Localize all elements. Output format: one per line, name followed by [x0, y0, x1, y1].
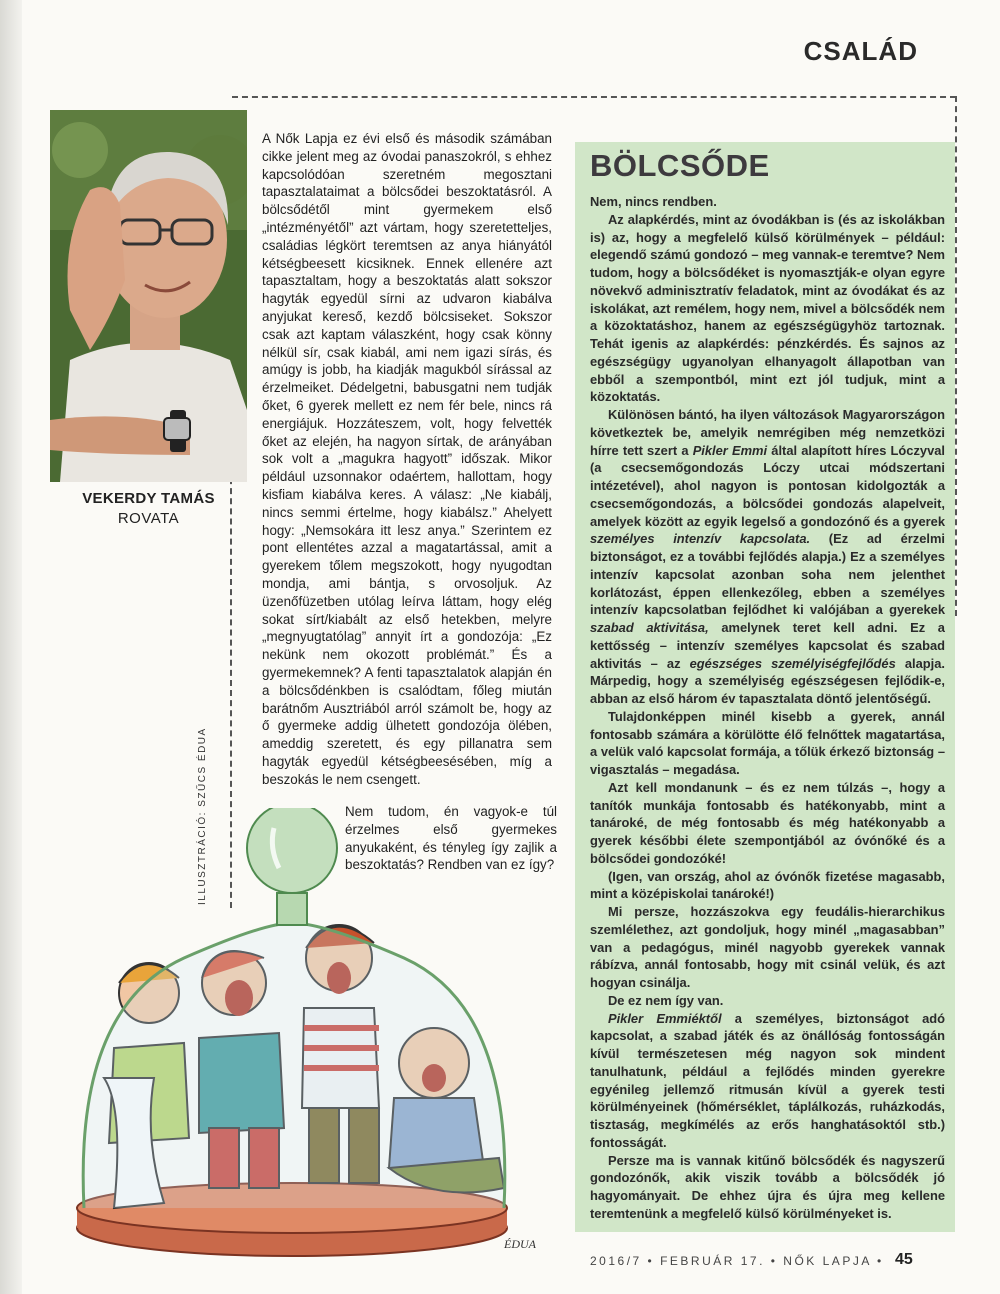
italic-run: szabad aktivitása, — [590, 620, 709, 635]
italic-run: Pikler Emmi — [692, 442, 768, 458]
article-title: BÖLCSŐDE — [590, 148, 770, 183]
italic-run: személyes intenzív kapcsolata. — [590, 531, 811, 547]
answer-text — [590, 193, 945, 1223]
page-footer: 2016/7 • FEBRUÁR 17. • NŐK LAPJA • — [590, 1254, 884, 1268]
answer-paragraph: (Igen, van ország, ahol az óvónők fizetése magasabb, mint a középiskolai tanároké!) — [590, 868, 945, 902]
reader-letter-text: A Nők Lapja ez évi első és második számában cikke jelent meg az óvodai panaszokról, s ehhez kapcsolódóan szeretném megosztani tapasztalataimat a bölcsődei beszoktatásról. A bölcsődétől mint gyermekem első „intézményétől” azt vártam, hogy szeretetteljes, családias légkört teremtsen az anya hiányától kétségbeesett kicsiknek. Ennek ellenére azt tapasztaltam, hogy a beszoktatás alatt sokszor hagyták egyedül sírni az udvaron kiabálva anyjukat kereső, kezdő bölcsiseket. Sokszor csak azt kaptam válaszként, hogy csak könny nélkül sír, csak kiabál, ami nem igazi sírás, és amúgy is jobb, ha kiadják magukból sírással az érzelmeiket. Dédelgetni, babusgatni nem tudják őket, 6 gyerek mellett ez nem fér bele, nincs rá energiájuk. Hozzáteszem, volt, hogy felvették őket az elején, ha nagyon sírtak, de arányában sok volt a „magukra hagyott” időszak. Mikor például uzsonnakor odaértem, hallottam, hogy kisfiam kiabálva keres. A válasz: „Ne kiabálj, nincs semmi értelme, hogy kiabálsz.” Ahelyett hogy: „Nemsokára itt lesz anya.” Szerintem ez pont ellentétes azzal a magatartással, amit a gyerekem tőlem megszokott, hogy nyugodtan mondja, ami bántja, s orvosoljuk. Az üzenőfüzetben utólag leírva láttam, hogy elég sokat sírt/kiabált az első hetekben, melyre „megnyugtatólag” annyit írt a gondozója: „Ez nekünk nem okozott problémát.” És a gyermekemnek? A fenti tapasztalatok alapján én a bölcsődénkben is csalódtam, főleg miután barátnőm Ausztriából arról számolt be, hogy az ő gyermeke addig ülhetett gondozója ölében, ameddig szeretett, és egy pillanatra sem hagyták egyedül kétségbeesésében, míg a beszokás le nem csengett. — [262, 131, 552, 787]
page-number: 45 — [895, 1251, 913, 1268]
answer-paragraph: Azt kell mondanunk – és ez nem túlzás –, hogy a tanítók munkája fontosabb és hatékonyabb, mint a tanároké, de még fontosabb és még hatékonyabb a gyerek későbbi élete szempontjából az óvónőké és a bölcsődei gondozóké! — [590, 779, 945, 866]
reader-letter — [262, 130, 552, 788]
page-edge-shadow — [0, 0, 22, 1294]
text-run: alapja. Márpedig, hogy a személyiség egészségesen fejlődik-e, abban az első három év tapasztalata döntő jelentőségű. — [590, 655, 945, 706]
dashed-frame-right — [955, 96, 957, 616]
author-role: ROVATA — [117, 510, 180, 527]
text-run: által alapított híres Lóczyval (a csecsemőgondozás Lóczy utcai módszertani intézetével), ahol nagyon is pontosan kidolgozták a csecsemőgondozás, a bölcsődei gondozás alapelveit, amelyek között az egyik legelső a gondozónő és a gyerek — [590, 442, 945, 529]
italic-run: Pikler Emmiéktől — [608, 1010, 722, 1026]
text-run: (Ez ad érzelmi biztonságot, ez a további fejlődés alapja.) Ez a személyes intenzív kapcsolat azonban soha nem jelenthet korlátozást, éppen ellenkezőleg, ebben a személyes intenzív kapcsolatban fejlődhet ki valójában a gyerekek — [590, 531, 945, 618]
portrait-drawing — [50, 110, 247, 482]
author-portrait-image — [50, 110, 247, 482]
illustration-credit: ILLUSZTRÁCIÓ: SZŰCS ÉDUA — [197, 727, 208, 905]
answer-paragraph: Az alapkérdés, mint az óvodákban is (és az iskolákban is) az, hogy a megfelelő külső körülmények – például: elegendő számú gondozó – meg vannak-e teremtve? Nem tudom, hogy a bölcsődéket is nyomasztják-e olyan egyre növekvő adminisztratív feladatok, mint az óvodákat és az iskolákat, azt remélem, hogy nem, mivel a bölcsődék nem a közoktatáshoz, hanem az egészségügyhöz tartoznak. Tehát igenis az alapkérdés: pénzkérdés. És sajnos az egészségügy ugyanolyan elhanyagolt állapotban van ebből a szempontból, mint ezt jól tudjuk, mint a közoktatás. — [590, 211, 945, 405]
section-label: CSALÁD — [803, 36, 918, 66]
answer-paragraph: Nem, nincs rendben. — [590, 194, 717, 209]
answer-paragraph — [590, 406, 945, 708]
text-run: a személyes, biztonságot adó kapcsolat, a szabad játék és az önállóság fontosságán kívül természetesen még nagyon sok mindent tanulhatunk, például a fejlődés minden gyerekre egyénileg jellemző ritmusán kívül a gyerek testi körülményeinek (hőmérséklet, táplálkozás, ruházkodás, tisztaság, megkímélés az erős hanghatásoktól stb.) fontosságát. — [590, 1010, 945, 1150]
author-name: VEKERDY TAMÁS — [82, 490, 215, 507]
author-caption — [50, 490, 247, 527]
answer-paragraph — [590, 1010, 945, 1152]
text-run: Különösen bántó, ha ilyen változások Magyarországon következtek be, amelyik nemrégiben még nemzetközi hírre tett szert a — [590, 407, 945, 458]
text-run: amelynek teret kell adni. Ez a kettősség – intenzív személyes kapcsolat és szabad aktivitás – az — [590, 620, 945, 671]
crying-children-under-glass-dome-illustration — [34, 808, 554, 1278]
italic-run: egészséges személyiségfejlődés — [689, 655, 896, 671]
answer-paragraph: De ez nem így van. — [608, 992, 724, 1008]
answer-paragraph: Persze ma is vannak kitűnő bölcsődék és nagyszerű gondozónők, akik viszik tovább a bölcsődék jó hagyományait. De ehhez újra és újra meg kellene teremtenünk a megfelelő külső körülményeket is. — [590, 1152, 945, 1221]
answer-paragraph: Mi persze, hozzászokva egy feudális-hierarchikus szemlélethez, azt gondoljuk, hogy minél „magasabban” van a pedagógus, minél nagyobb gyerekek vannak rábízva, annál fontosabb, hogy mit csinál velük, és azt hogyan csinálja. — [590, 904, 945, 990]
reader-letter-question: Nem tudom, én vagyok-e túl érzelmes első gyermekes anyukaként, és tényleg így zajlik a beszoktatás? Rendben van ez így? — [345, 804, 557, 873]
illustration-signature: ÉDUA — [504, 1237, 536, 1251]
dashed-frame-top — [232, 96, 956, 98]
answer-paragraph: Tulajdonképpen minél kisebb a gyerek, annál fontosabb számára a körülötte élő felnőttek magatartása, a velük való kapcsolat formája, a tőlük érkező biztonság – vigasztalás – megadása. — [590, 708, 945, 777]
